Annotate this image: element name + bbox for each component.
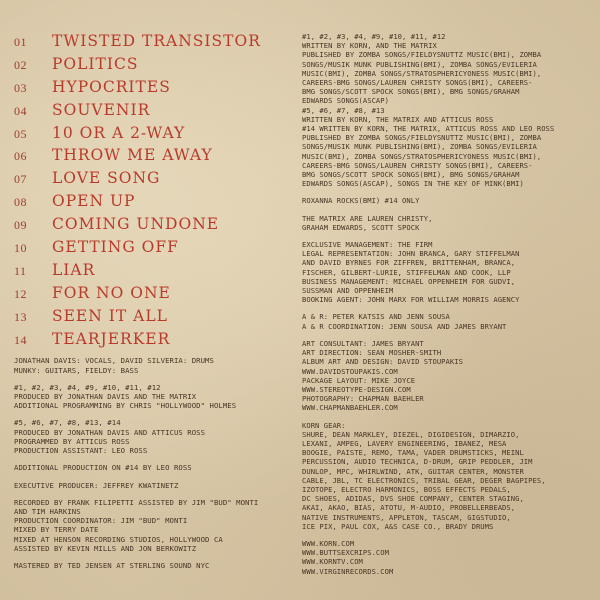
track-title: COMING UNDONE [52, 215, 220, 234]
credit-block [302, 312, 592, 330]
track-item [14, 215, 290, 238]
credit-block [302, 196, 592, 205]
credit-line: ADDITIONAL PROGRAMMING BY CHRIS "HOLLYWOOD" HOLMES [14, 401, 237, 411]
credit-line: SONGS/MUSIK MUNK PUBLISHING(BMI), ZOMBA SONGS/EVILERIA [302, 142, 537, 152]
credit-line: PRODUCTION ASSISTANT: LEO ROSS [14, 446, 148, 456]
track-title: POLITICS [52, 54, 139, 73]
credit-line: A & R: PETER KATSIS AND JENN SOUSA [302, 312, 450, 322]
credit-line: #5, #6, #7, #8, #13 [302, 105, 385, 115]
credit-line: PRODUCED BY JONATHAN DAVIS AND THE MATRIX [14, 392, 197, 402]
credit-line: PUBLISHED BY ZOMBA SONGS/FIELDYSNUTTZ MUSIC(BMI), ZOMBA [302, 133, 542, 143]
credit-line: SONGS/MUSIK MUNK PUBLISHING(BMI), ZOMBA SONGS/EVILERIA [302, 59, 537, 69]
credit-line: SHURE, DEAN MARKLEY, DIEZEL, DIGIDESIGN, DIMARZIO, [302, 429, 520, 439]
track-item [14, 307, 290, 330]
track-item [14, 330, 290, 353]
track-title: SOUVENIR [52, 100, 151, 119]
credit-line: JONATHAN DAVIS: VOCALS, DAVID SILVERIA: DRUMS [14, 356, 214, 366]
credit-line: WRITTEN BY KORN, THE MATRIX AND ATTICUS ROSS [302, 114, 494, 124]
credit-line: PHOTOGRAPHY: CHAPMAN BAEHLER [302, 394, 424, 404]
credit-line: MIXED BY TERRY DATE [14, 525, 99, 535]
credit-line: MUSIC(BMI), ZOMBA SONGS/STRATOSPHERICYONESS MUSIC(BMI), [302, 151, 542, 161]
credit-line: CAREERS-BMG SONGS/LAUREN CHRISTY SONGS(BMI), CAREERS- [302, 78, 533, 88]
credit-line: DUNLOP, MPC, WHIRLWIND, ATK, GUITAR CENTER, MONSTER [302, 466, 524, 476]
credit-line: FISCHER, GILBERT-LURIE, STIFFELMAN AND COOK, LLP [302, 267, 511, 277]
credit-line: SUSSMAN AND OPPENHEIM [302, 286, 394, 296]
credit-block [14, 481, 290, 490]
credit-line: PRODUCED BY JONATHAN DAVIS AND ATTICUS ROSS [14, 427, 206, 437]
credit-line: ASSISTED BY KEVIN MILLS AND JON BERKOWITZ [14, 543, 197, 553]
track-number: 09 [14, 218, 27, 233]
credit-line: PROGRAMMED BY ATTICUS ROSS [14, 436, 130, 446]
track-item [14, 284, 290, 307]
track-title: OPEN UP [52, 192, 136, 211]
left-credits [14, 356, 290, 570]
track-number: 07 [14, 172, 27, 187]
credit-line: LEGAL REPRESENTATION: JOHN BRANCA, GARY STIFFELMAN [302, 249, 520, 259]
credit-line: MUSIC(BMI), ZOMBA SONGS/STRATOSPHERICYONESS MUSIC(BMI), [302, 68, 542, 78]
credit-line: #1, #2, #3, #4, #9, #10, #11, #12 [302, 32, 446, 41]
credit-line: WWW.STEREOTYPE-DESIGN.COM [302, 384, 411, 394]
credit-line: AKAI, AKAO, BIAS, ATOTU, M-AUDIO, PROBELLERBEADS, [302, 503, 516, 513]
credit-block [302, 539, 592, 576]
track-item [14, 101, 290, 124]
track-item [14, 238, 290, 261]
track-list [14, 32, 290, 352]
credit-line: EDWARDS SONGS(ASCAP) [302, 96, 389, 106]
credit-block [14, 418, 290, 455]
track-item [14, 32, 290, 55]
credit-line: PUBLISHED BY ZOMBA SONGS/FIELDYSNUTTZ MUSIC(BMI), ZOMBA [302, 50, 542, 60]
credit-line: WWW.KORNTV.COM [302, 557, 363, 567]
credit-line: CAREERS-BMG SONGS/LAUREN CHRISTY SONGS(BMI), CAREERS- [302, 160, 533, 170]
credit-line: ICE PIX, PAUL COX, A&S CASE CO., BRADY DRUMS [302, 521, 494, 531]
track-item [14, 55, 290, 78]
track-number: 03 [14, 80, 27, 95]
credit-line: AND TIM HARKINS [14, 506, 81, 516]
track-title: 10 OR A 2-WAY [52, 123, 186, 142]
credit-block [302, 339, 592, 413]
track-number: 06 [14, 149, 27, 164]
credit-line: A & R COORDINATION: JENN SOUSA AND JAMES BRYANT [302, 321, 507, 331]
credit-block [302, 32, 592, 188]
track-title: GETTING OFF [52, 238, 179, 257]
credit-line: PACKAGE LAYOUT: MIKE JOYCE [302, 375, 416, 385]
track-title: LIAR [52, 260, 96, 279]
track-title: LOVE SONG [52, 169, 161, 188]
credit-line: BUSINESS MANAGEMENT: MICHAEL OPPENHEIM FOR GUDVI, [302, 276, 516, 286]
right-credits [302, 32, 592, 584]
credit-block [14, 383, 290, 411]
credit-line: RECORDED BY FRANK FILIPETTI ASSISTED BY JIM "BUD" MONTI [14, 497, 259, 507]
credit-block [302, 240, 592, 304]
track-number: 05 [14, 126, 27, 141]
left-column [14, 32, 290, 578]
credit-line: KORN GEAR: [302, 420, 346, 430]
track-title: SEEN IT ALL [52, 306, 168, 325]
credit-line: NATIVE INSTRUMENTS, APPLETON, TASCAM, GIGSTUDIO, [302, 512, 511, 522]
track-number: 04 [14, 103, 27, 118]
credit-line: ART CONSULTANT: JAMES BRYANT [302, 338, 424, 348]
credit-line: EDWARDS SONGS(ASCAP), SONGS IN THE KEY OF MINK(BMI) [302, 179, 524, 189]
credit-line: EXCLUSIVE MANAGEMENT: THE FIRM [302, 240, 433, 250]
track-number: 10 [14, 241, 27, 256]
credit-line: WWW.KORN.COM [302, 538, 355, 548]
track-number: 12 [14, 286, 27, 301]
track-number: 01 [14, 35, 27, 49]
credit-block [14, 561, 290, 570]
track-number: 02 [14, 57, 27, 72]
credit-line: BMG SONGS/SCOTT SPOCK SONGS(BMI), BMG SONGS/GRAHAM [302, 170, 520, 180]
track-item [14, 124, 290, 147]
credit-line: PERCUSSION, AUDIO TECHNICA, D-DRUM, GRIP PEDDLER, JIM [302, 457, 533, 467]
credit-line: WWW.CHAPMANBAEHLER.COM [302, 403, 398, 413]
track-title: THROW ME AWAY [52, 146, 213, 165]
credit-line: LEXANI, AMPEG, LAVERY ENGINEERING, IBANEZ, MESA [302, 438, 507, 448]
track-item [14, 261, 290, 284]
credit-line: ALBUM ART AND DESIGN: DAVID STOUPAKIS [302, 357, 463, 367]
credit-line: #1, #2, #3, #4, #9, #10, #11, #12 [14, 382, 161, 392]
credit-block [302, 214, 592, 232]
track-title: TEARJERKER [52, 329, 171, 348]
credit-line: #14 WRITTEN BY KORN, THE MATRIX, ATTICUS ROSS AND LEO ROSS [302, 124, 555, 134]
credit-block [14, 463, 290, 472]
track-number: 14 [14, 332, 27, 347]
credit-line: WWW.VIRGINRECORDS.COM [302, 566, 394, 576]
credit-line: MASTERED BY TED JENSEN AT STERLING SOUND NYC [14, 560, 210, 570]
credit-block [14, 356, 290, 374]
credit-line: PRODUCTION COORDINATOR: JIM "BUD" MONTI [14, 516, 188, 526]
credit-line: MUNKY: GUITARS, FIELDY: BASS [14, 365, 139, 375]
track-title: TWISTED TRANSISTOR [52, 32, 261, 50]
credit-line: BMG SONGS/SCOTT SPOCK SONGS(BMI), BMG SONGS/GRAHAM [302, 87, 520, 97]
track-number: 13 [14, 309, 27, 324]
credit-line: GRAHAM EDWARDS, SCOTT SPOCK [302, 222, 420, 232]
track-item [14, 192, 290, 215]
credit-line: BOOKING AGENT: JOHN MARX FOR WILLIAM MORRIS AGENCY [302, 295, 520, 305]
track-title: HYPOCRITES [52, 77, 171, 96]
credit-line: IZOTOPE, ELECTRO HARMONICS, BOSS EFFECTS PEDALS, [302, 484, 511, 494]
credit-line: DC SHOES, ADIDAS, DVS SHOE COMPANY, CENTER STAGING, [302, 494, 524, 504]
credit-line: BOOGIE, PAISTE, REMO, TAMA, VADER DRUMSTICKS, MEINL [302, 448, 524, 458]
track-item [14, 78, 290, 101]
credit-line: WWW.BUTTSEXCRIPS.COM [302, 548, 389, 558]
track-item [14, 146, 290, 169]
credit-line: THE MATRIX ARE LAUREN CHRISTY, [302, 213, 433, 223]
track-title: FOR NO ONE [52, 283, 171, 302]
credit-line: ADDITIONAL PRODUCTION ON #14 BY LEO ROSS [14, 463, 192, 473]
credit-line: #5, #6, #7, #8, #13, #14 [14, 418, 121, 428]
credit-line: ROXANNA ROCKS(BMI) #14 ONLY [302, 196, 420, 206]
credit-line: ART DIRECTION: SEAN MOSHER-SMITH [302, 348, 442, 358]
credit-block [14, 498, 290, 553]
credit-block [302, 421, 592, 531]
credit-line: EXECUTIVE PRODUCER: JEFFREY KWATINETZ [14, 480, 179, 490]
track-number: 08 [14, 195, 27, 210]
credit-line: CABLE, JBL, TC ELECTRONICS, TRIBAL GEAR, DEGER BAGPIPES, [302, 475, 546, 485]
credit-line: WRITTEN BY KORN, AND THE MATRIX [302, 41, 437, 51]
credit-line: MIXED AT HENSON RECORDING STUDIOS, HOLLYWOOD CA [14, 534, 223, 544]
track-item [14, 169, 290, 192]
credit-line: AND DAVID BYRNES FOR ZIFFREN, BRITTENHAM, BRANCA, [302, 258, 516, 268]
credit-line: WWW.DAVIDSTOUPAKIS.COM [302, 366, 398, 376]
track-number: 11 [14, 263, 27, 278]
